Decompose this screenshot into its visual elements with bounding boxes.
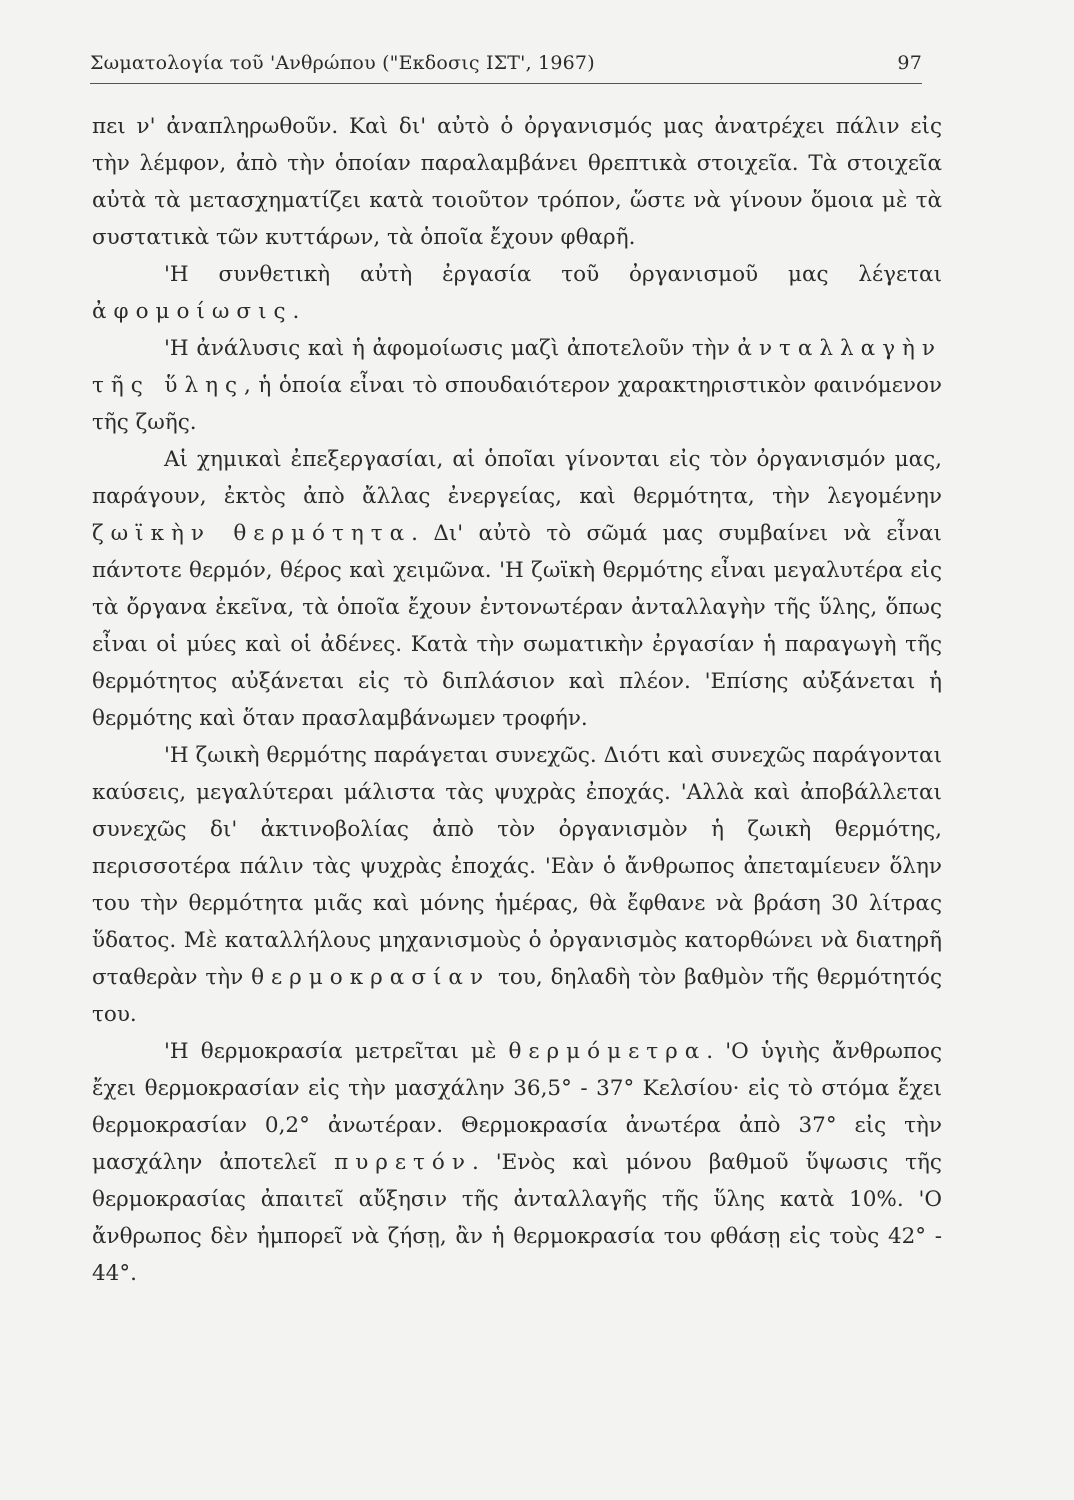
paragraph: [92, 108, 942, 256]
paragraph: [92, 441, 942, 737]
text-run: .: [292, 299, 300, 324]
spaced-term: ἀνταλλαγὴν τῆς ὕλης: [92, 336, 942, 398]
text-run: Αἱ χημικαὶ ἐπεξεργασίαι, αἱ ὁποῖαι γίνονται εἰς τὸν ὀργανισμόν μας, παράγουν, ἐκτὸς ἀπὸ ἄλλας ἐνεργείας, καὶ θερμότητα, τὴν λεγομένην: [92, 447, 942, 509]
spaced-term: θερμόμετρα: [508, 1039, 707, 1064]
running-header: [90, 52, 922, 74]
text-run: 'Η συνθετικὴ αὐτὴ ἐργασία τοῦ ὀργανισμοῦ μας λέγεται: [164, 262, 942, 287]
text-run: 'Η ἀνάλυσις καὶ ἡ ἀφομοίωσις μαζὶ ἀποτελοῦν τὴν: [164, 336, 738, 361]
header-rule: [90, 83, 922, 84]
text-run: 'Η ζωικὴ θερμότης παράγεται συνεχῶς. Διότι καὶ συνεχῶς παράγονται καύσεις, μεγαλύτεραι μάλιστα τὰς ψυχρὰς ἐποχάς. 'Αλλὰ καὶ ἀποβάλλεται συνεχῶς δι' ἀκτινοβολίας ἀπὸ τὸν ὀργανισμὸν ἡ ζωικὴ θερμότης, περισσοτέρα πάλιν τὰς ψυχρὰς ἐποχάς. 'Εὰν ὁ ἄνθρωπος ἀπεταμίευεν ὅλην του τὴν θερμότητα μιᾶς καὶ μόνης ἡμέρας, θὰ ἔφθανε νὰ βράση 30 λίτρας ὕδατος. Μὲ καταλλήλους μηχανισμοὺς ὁ ὀργανισμὸς κατορθώνει νὰ διατηρῆ σταθερὰν τὴν: [92, 743, 942, 990]
page-number: 97: [897, 52, 922, 74]
text-run: . 'Ενὸς καὶ μόνου βαθμοῦ ὕψωσις τῆς θερμοκρασίας ἀπαιτεῖ αὔξησιν τῆς ἀνταλλαγῆς τῆς ὕλης κατὰ 10%. 'Ο ἄνθρωπος δὲν ἠμπορεῖ νὰ ζήσῃ, ἂν ἡ θερμοκρασία του φθάσῃ εἰς τοὺς 42° - 44°.: [92, 1150, 942, 1286]
running-title: Σωματολογία τοῦ 'Ανθρώπου ("Εκδοσις ΙΣΤ', 1967): [90, 52, 595, 74]
paragraph: [92, 256, 942, 330]
text-run: , ἡ ὁποία εἶναι τὸ σπουδαιότερον χαρακτηριστικὸν φαινόμενον τῆς ζωῆς.: [92, 373, 942, 435]
paragraph: [92, 330, 942, 441]
paragraph: [92, 1033, 942, 1292]
text-run: 'Η θερμοκρασία μετρεῖται μὲ: [164, 1039, 509, 1064]
text-run: . Δι' αὐτὸ τὸ σῶμά μας συμβαίνει νὰ εἶναι πάντοτε θερμόν, θέρος καὶ χειμῶνα. 'Η ζωϊκὴ θερμότης εἶναι μεγαλυτέρα εἰς τὰ ὄργανα ἐκεῖνα, τὰ ὁποῖα ἔχουν ἐντονωτέραν ἀνταλλαγὴν τῆς ὕλης, ὅπως εἶναι οἱ μύες καὶ οἱ ἀδένες. Κατὰ τὴν σωματικὴν ἐργασίαν ἡ παραγωγὴ τῆς θερμότητος αὐξάνεται εἰς τὸ διπλάσιον καὶ πλέον. 'Επίσης αὐξάνεται ἡ θερμότης καὶ ὅταν πρασλαμβάνωμεν τροφήν.: [92, 521, 942, 731]
spaced-term: θερμοκρασίαν: [251, 965, 491, 990]
paragraph: [92, 737, 942, 1033]
spaced-term: πυρετόν: [334, 1150, 472, 1175]
spaced-term: ἀφομοίωσις: [92, 299, 293, 324]
body-text: [92, 108, 942, 1292]
text-run: πει ν' ἀναπληρωθοῦν. Καὶ δι' αὐτὸ ὁ ὀργανισμός μας ἀνατρέχει πάλιν εἰς τὴν λέμφον, ἀπὸ τὴν ὁποίαν παραλαμβάνει θρεπτικὰ στοιχεῖα. Τὰ στοιχεῖα αὐτὰ τὰ μετασχηματίζει κατὰ τοιοῦτον τρόπον, ὥστε νὰ γίνουν ὅμοια μὲ τὰ συστατικὰ τῶν κυττάρων, τὰ ὁποῖα ἔχουν φθαρῆ.: [92, 114, 942, 250]
text-run: του, δηλαδὴ τὸν βαθμὸν τῆς θερμότητός του.: [92, 965, 942, 1027]
text-run: . 'Ο ὑγιὴς ἄνθρωπος ἔχει θερμοκρασίαν εἰς τὴν μασχάλην 36,5° - 37° Κελσίου· εἰς τὸ στόμα ἔχει θερμοκρασίαν 0,2° ἀνωτέραν. Θερμοκρασία ἀνωτέρα ἀπὸ 37° εἰς τὴν μασχάλην ἀποτελεῖ: [92, 1039, 942, 1175]
spaced-term: ζωϊκὴν θερμότητα: [92, 521, 412, 546]
